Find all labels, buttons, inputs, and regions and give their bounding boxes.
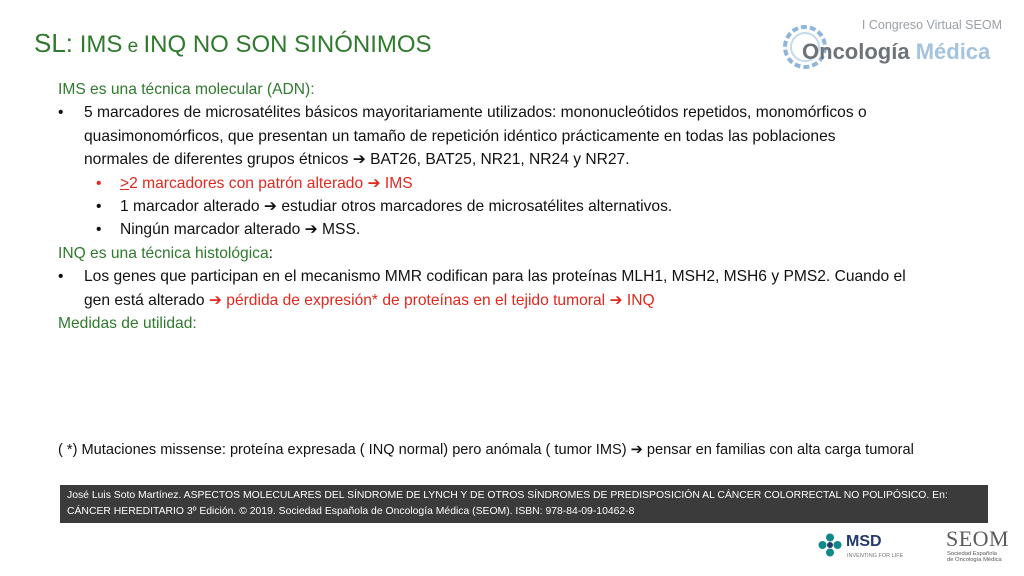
logo-o-letter: O bbox=[802, 39, 820, 64]
sub-bullet-alternative-pre: 1 marcador alterado bbox=[120, 198, 260, 216]
title-prefix: SL: bbox=[34, 28, 74, 58]
inq-bullet-line2-pre: gen está alterado bbox=[84, 291, 205, 309]
seom-subtitle-line2: de Oncología Médica bbox=[947, 557, 1002, 564]
title-rest: INQ NO SON SINÓNIMOS bbox=[143, 31, 432, 58]
reference-line2: CÁNCER HEREDITARIO 3º Edición. © 2019. Sociedad Española de Oncología Médica (SEOM). ISBN: 978-84-09-10462-8 bbox=[67, 506, 635, 517]
congress-logo bbox=[778, 14, 1008, 76]
bullet-icon: • bbox=[96, 174, 102, 192]
arrow-icon: ➔ bbox=[609, 291, 623, 309]
ims-bullet-line1: 5 marcadores de microsatélites básicos mayoritariamente utilizados: mononucleótidos repetidos, monomórficos o bbox=[84, 104, 867, 122]
ims-bullet-line2: quasimonomórficos, que presentan un tamaño de repetición idéntico prácticamente en todas las poblaciones bbox=[84, 127, 836, 145]
logo-oncologia: ncología bbox=[819, 39, 910, 64]
arrow-icon: ➔ bbox=[630, 442, 643, 458]
footnote bbox=[58, 441, 914, 458]
seom-subtitle bbox=[947, 551, 1002, 564]
arrow-icon: ➔ bbox=[304, 221, 318, 239]
sub-bullet-alternative-post: estudiar otros marcadores de microsatélites alternativos. bbox=[276, 198, 673, 216]
arrow-icon: ➔ bbox=[352, 151, 366, 169]
inq-bullet-line2-red: pérdida de expresión* de proteínas en el tejido tumoral bbox=[221, 291, 606, 309]
sub-bullet-mss bbox=[58, 218, 998, 241]
seom-subtitle-line1: Sociedad Española bbox=[947, 551, 997, 557]
msd-name: MSD bbox=[846, 533, 882, 550]
bullet-icon: • bbox=[96, 198, 102, 216]
sub-bullet-mss-pre: Ningún marcador alterado bbox=[120, 221, 301, 239]
arrow-icon: ➔ bbox=[367, 174, 381, 192]
slide-title bbox=[34, 28, 432, 59]
msd-tagline: INVENTING FOR LIFE bbox=[847, 553, 904, 559]
arrow-icon: ➔ bbox=[263, 198, 277, 216]
inq-bullet-line2-end: INQ bbox=[622, 291, 655, 309]
footnote-pre: ( *) Mutaciones missense: proteína expresada ( INQ normal) pero anómala ( tumor IMS) bbox=[58, 442, 627, 458]
arrow-icon: ➔ bbox=[208, 291, 222, 309]
greater-equal-symbol: > bbox=[120, 174, 130, 192]
ims-bullet-line3 bbox=[84, 148, 998, 171]
slide-body bbox=[58, 78, 998, 335]
bullet-icon: • bbox=[96, 221, 102, 239]
bullet-icon: • bbox=[58, 104, 64, 122]
ims-bullet-line3-pre: normales de diferentes grupos étnicos bbox=[84, 151, 349, 169]
inq-bullet-line1: Los genes que participan en el mecanismo MMR codifican para las proteínas MLH1, MSH2, MSH6 y PMS2. Cuando el bbox=[84, 268, 906, 286]
sub-bullet-mss-post: MSS. bbox=[317, 221, 361, 239]
sub-bullet-ims-result: IMS bbox=[380, 174, 413, 192]
msd-emblem-icon bbox=[818, 533, 842, 557]
sub-bullet-ims bbox=[58, 172, 998, 195]
footnote-post: pensar en familias con alta carga tumoral bbox=[642, 442, 914, 458]
sub-bullet-ims-text: 2 marcadores con patrón alterado bbox=[129, 174, 364, 192]
msd-logo bbox=[818, 531, 908, 565]
medidas-heading: Medidas de utilidad: bbox=[58, 315, 197, 333]
ims-heading: IMS es una técnica molecular (ADN): bbox=[58, 81, 315, 98]
logo-medica: Médica bbox=[909, 39, 991, 64]
inq-bullet bbox=[58, 265, 998, 312]
seom-name: SEOM bbox=[946, 526, 1010, 551]
congress-name bbox=[802, 39, 990, 65]
inq-heading bbox=[58, 242, 998, 265]
inq-bullet-line2 bbox=[84, 289, 998, 312]
reference-line1: José Luis Soto Martínez. ASPECTOS MOLECULARES DEL SÍNDROME DE LYNCH Y DE OTROS SÍNDROMES DE PREDISPOSICIÓN AL CÁNCER COLORRECTAL NO POLIPÓSICO. En: bbox=[67, 490, 948, 501]
congress-title: I Congreso Virtual SEOM bbox=[861, 18, 1002, 32]
seom-logo bbox=[944, 526, 1014, 572]
ims-bullet-line3-post: BAT26, BAT25, NR21, NR24 y NR27. bbox=[365, 151, 630, 169]
reference-box bbox=[60, 485, 988, 523]
ims-bullet bbox=[58, 101, 998, 171]
inq-heading-text: INQ es una técnica histológica bbox=[58, 244, 269, 262]
title-ims: IMS bbox=[73, 31, 123, 58]
inq-heading-colon: : bbox=[268, 244, 273, 262]
sub-bullet-alternative bbox=[58, 195, 998, 218]
title-conjunction: e bbox=[122, 36, 144, 57]
bullet-icon: • bbox=[58, 268, 64, 286]
